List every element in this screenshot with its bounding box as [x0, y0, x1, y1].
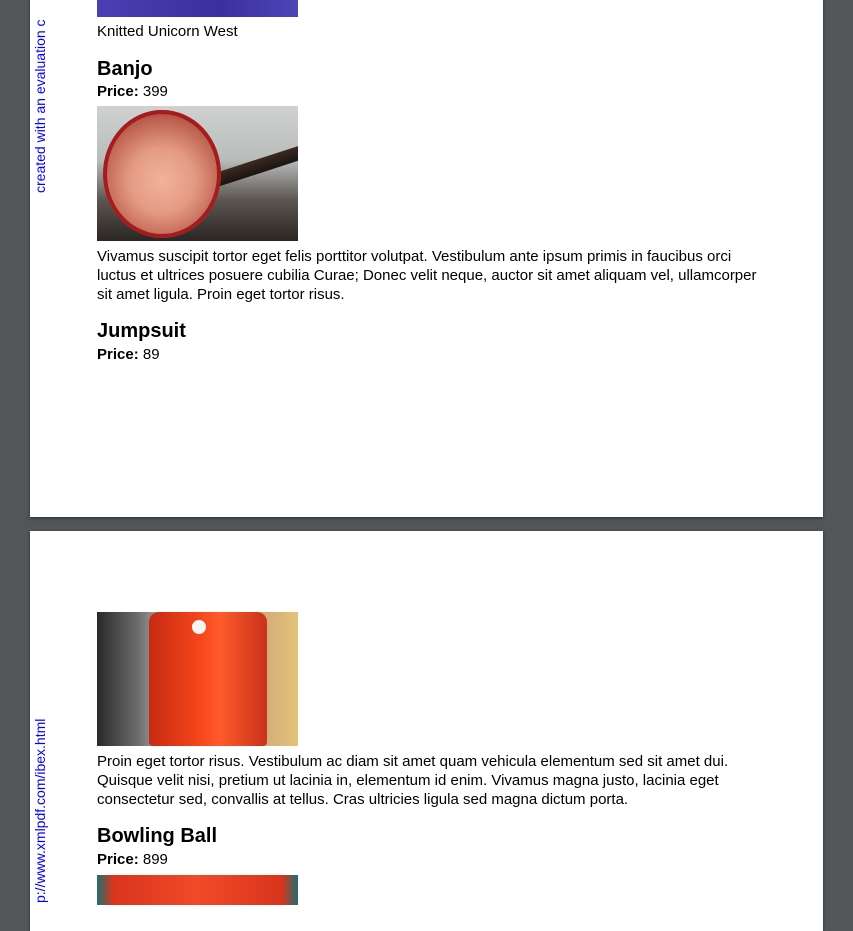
- jumpsuit-badge-shape: [192, 620, 206, 634]
- jumpsuit-figure-shape: [149, 612, 267, 746]
- bowling-ball-price-value: 899: [142, 851, 168, 868]
- banjo-description: Vivamus suscipit tortor eget felis porttitor volutpat. Vestibulum ante ipsum primis in faucibus orci luctus et ultrices posuere cubilia Curae; Donec velit neque, auctor sit amet aliquam vel, ullamcorper sit amet ligula. Proin eget tortor risus.: [97, 248, 757, 303]
- jumpsuit-price-label: Price:: [97, 346, 139, 363]
- unicorn-image: [97, 0, 298, 17]
- jumpsuit-image: [97, 612, 298, 746]
- evaluation-watermark-link[interactable]: created with an evaluation c: [32, 19, 48, 193]
- banjo-price-label: Price:: [97, 83, 139, 100]
- bowling-ball-price-label: Price:: [97, 851, 139, 868]
- unicorn-caption: Knitted Unicorn West: [97, 23, 238, 40]
- banjo-title: Banjo: [97, 58, 153, 80]
- jumpsuit-title: Jumpsuit: [97, 320, 186, 342]
- evaluation-watermark-link[interactable]: p://www.xmlpdf.com/ibex.html: [32, 718, 48, 903]
- bowling-ball-image: [97, 875, 298, 905]
- banjo-price: [97, 83, 757, 101]
- jumpsuit-price-value: 89: [142, 346, 160, 363]
- pdf-page-2: [30, 531, 823, 931]
- bowling-ball-title: Bowling Ball: [97, 825, 217, 847]
- banjo-price-value: 399: [142, 83, 168, 100]
- pdf-page-1: [30, 0, 823, 517]
- jumpsuit-price: [97, 346, 757, 364]
- bowling-ball-price: [97, 851, 757, 869]
- banjo-image: [97, 106, 298, 241]
- banjo-drum-shape: [103, 110, 221, 238]
- jumpsuit-description: Proin eget tortor risus. Vestibulum ac diam sit amet quam vehicula elementum sed sit amet dui. Quisque velit nisi, pretium ut lacinia in, elementum id enim. Vivamus magna justo, lacinia eget consectetur sed, convallis at tellus. Cras ultricies ligula sed magna dictum porta.: [97, 753, 729, 808]
